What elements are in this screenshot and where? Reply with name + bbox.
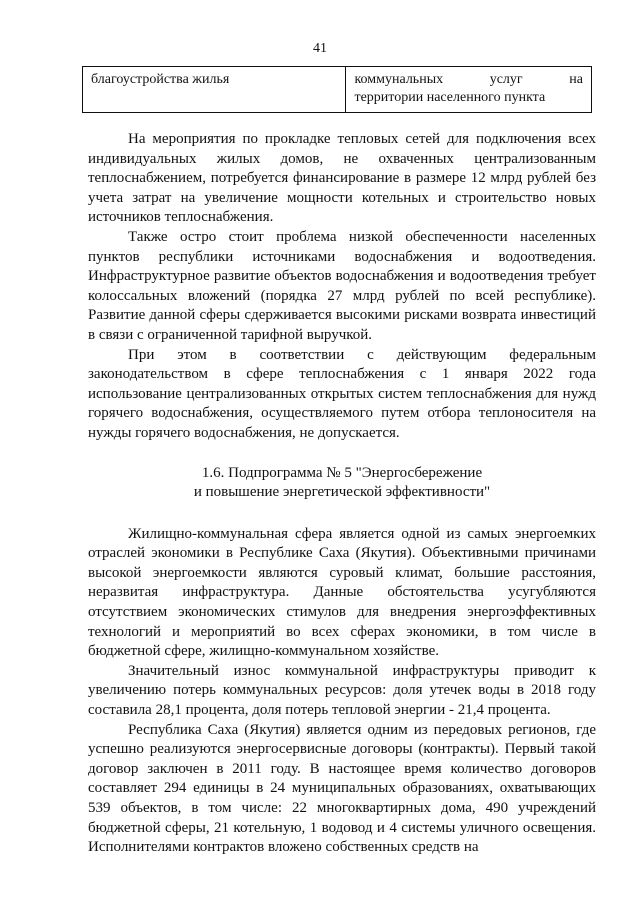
- continuation-table: [82, 66, 592, 113]
- paragraph-heating-networks: На мероприятия по прокладке тепловых сетей для подключения всех индивидуальных жилых домов, не охваченных централизованным теплоснабжением, потребуется финансирование в размере 12 млрд рублей без учета затрат на увеличение мощности котельных и строительство новых источников теплоснабжения.: [88, 131, 596, 226]
- paragraph-energy-intensity: Жилищно-коммунальная сфера является одной из самых энергоемких отраслей экономики в Республике Саха (Якутия). Объективными причинами высокой энергоемкости являются суровый климат, большие расстояния, неразвитая инфраструктура. Данные обстоятельства усугубляются отсутствием экономических стимулов для внедрения энергоэффективных технологий и мероприятий во всех сферах экономики, в том числе в бюджетной сфере, жилищно-коммунальном хозяйстве.: [88, 525, 596, 660]
- paragraph-water-supply: Также остро стоит проблема низкой обеспеченности населенных пунктов республики источниками водоснабжения и водоотведения. Инфраструктурное развитие объектов водоснабжения и водоотведения требует колоссальных вложений (порядка 27 млрд рублей по всей республике). Развитие данной сферы сдерживается высокими рисками возврата инвестиций в связи с ограниченной тарифной выручкой.: [88, 228, 596, 343]
- table-cell-left: благоустройства жилья: [83, 67, 346, 113]
- table-cell-word: услуг: [489, 72, 523, 87]
- table-cell-right: [346, 67, 592, 113]
- paragraph-legislation: При этом в соответствии с действующим федеральным законодательством в сфере теплоснабжения с 1 января 2022 года использование централизованных открытых систем теплоснабжения для нужд горячего водоснабжения, осуществляемого путем отбора теплоносителя на нужды горячего водоснабжения, не допускается.: [88, 346, 596, 441]
- table-cell-word: на: [569, 72, 583, 87]
- table-cell-word: коммунальных: [354, 72, 444, 87]
- table-row: [83, 67, 592, 113]
- table-cell-right-line1: [354, 71, 583, 89]
- section-heading-line1: 1.6. Подпрограмма № 5 "Энергосбережение: [201, 464, 483, 481]
- page-number: 41: [313, 41, 327, 56]
- table-cell-right-line2: территории населенного пункта: [354, 90, 546, 105]
- document-body: [88, 130, 596, 858]
- paragraph-infrastructure-wear: Значительный износ коммунальной инфраструктуры приводит к увеличению потерь коммунальных ресурсов: доля утечек воды в 2018 году составила 28,1 процента, доля потерь тепловой энергии - 21,4 процента.: [88, 662, 596, 719]
- section-heading: [88, 464, 596, 503]
- paragraph-energy-service-contracts: Республика Саха (Якутия) является одним из передовых регионов, где успешно реализуются энергосервисные договоры (контракты). Первый такой договор заключен в 2011 году. В настоящее время количество договоров составляет 294 единицы в 24 муниципальных образованиях, охватывающих 539 объектов, в том числе: 22 многоквартирных дома, 490 учреждений бюджетной сферы, 21 котельную, 1 водовод и 4 системы уличного освещения. Исполнителями контрактов вложено собственных средств на: [88, 721, 596, 856]
- section-heading-line2: и повышение энергетической эффективности": [193, 484, 491, 501]
